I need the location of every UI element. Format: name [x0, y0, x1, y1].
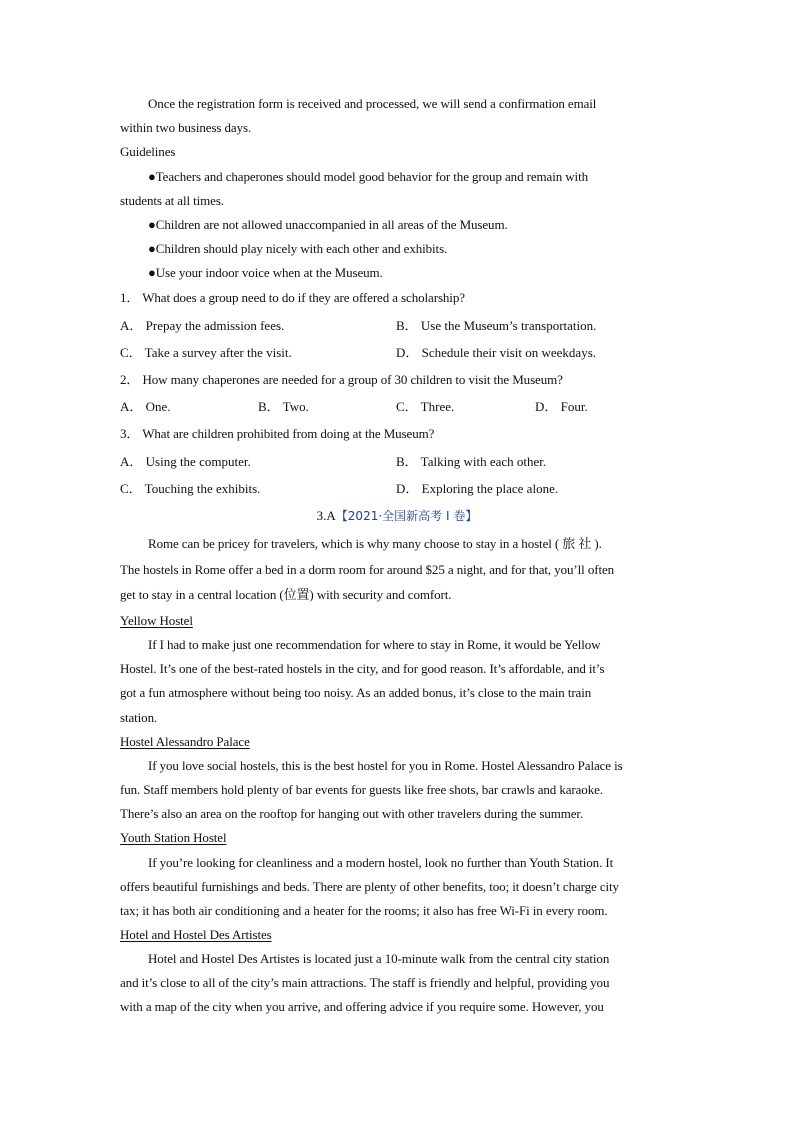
question-1-option-a: A． Prepay the admission fees.: [120, 318, 285, 333]
heading-yellow-hostel: Yellow Hostel: [120, 613, 193, 628]
des-artistes-line-3: with a map of the city when you arrive, and offering advice if you require some. However, you: [120, 999, 604, 1014]
question-3-option-a: A． Using the computer.: [120, 454, 251, 469]
youth-station-line-3: tax; it has both air conditioning and a heater for the rooms; it also has free Wi-Fi in every room.: [120, 903, 608, 918]
question-1-option-c: C． Take a survey after the visit.: [120, 345, 292, 360]
alessandro-line-1: If you love social hostels, this is the best hostel for you in Rome. Hostel Alessandro Palace is: [148, 758, 623, 773]
guideline-2: ●Children are not allowed unaccompanied in all areas of the Museum.: [148, 217, 508, 232]
question-1-option-b: B． Use the Museum’s transportation.: [396, 318, 597, 333]
guideline-1-line-2: students at all times.: [120, 193, 224, 208]
alessandro-line-2: fun. Staff members hold plenty of bar events for guests like free shots, bar crawls and karaoke.: [120, 782, 603, 797]
passage-intro-line-2: The hostels in Rome offer a bed in a dorm room for around $25 a night, and for that, you’ll often: [120, 562, 615, 577]
question-3-option-b: B． Talking with each other.: [396, 454, 547, 469]
heading-hotel-des-artistes: Hotel and Hostel Des Artistes: [120, 927, 272, 942]
des-artistes-line-1: Hotel and Hostel Des Artistes is located just a 10-minute walk from the central city station: [148, 951, 610, 966]
section-source-tag: 【2021·全国新高考 I 卷】: [335, 509, 478, 523]
question-1-stem: 1． What does a group need to do if they are offered a scholarship?: [120, 290, 465, 305]
guideline-4: ●Use your indoor voice when at the Museum.: [148, 265, 383, 280]
heading-hostel-alessandro-palace: Hostel Alessandro Palace: [120, 734, 250, 749]
section-number: 3.A: [316, 508, 336, 523]
guideline-3: ●Children should play nicely with each other and exhibits.: [148, 241, 448, 256]
yellow-hostel-line-3: got a fun atmosphere without being too noisy. As an added bonus, it’s close to the main train: [120, 685, 592, 700]
intro-line-2: within two business days.: [120, 120, 252, 135]
question-3-stem: 3． What are children prohibited from doing at the Museum?: [120, 426, 435, 441]
des-artistes-line-2: and it’s close to all of the city’s main attractions. The staff is friendly and helpful, providing you: [120, 975, 610, 990]
question-2-option-c: C． Three.: [396, 399, 455, 414]
question-2-stem: 2． How many chaperones are needed for a group of 30 children to visit the Museum?: [120, 372, 563, 387]
question-2-option-a: A． One.: [120, 399, 171, 414]
youth-station-line-2: offers beautiful furnishings and beds. There are plenty of other benefits, too; it doesn’t charge city: [120, 879, 619, 894]
question-2-option-b: B． Two.: [258, 399, 309, 414]
guideline-1-line-1: ●Teachers and chaperones should model good behavior for the group and remain with: [148, 169, 588, 184]
passage-intro-line-3: get to stay in a central location (位置) with security and comfort.: [120, 587, 452, 602]
section-title: [0, 508, 794, 524]
yellow-hostel-line-4: station.: [120, 710, 158, 725]
youth-station-line-1: If you’re looking for cleanliness and a modern hostel, look no further than Youth Station. It: [148, 855, 614, 870]
intro-line-1: Once the registration form is received and processed, we will send a confirmation email: [148, 96, 597, 111]
alessandro-line-3: There’s also an area on the rooftop for hanging out with other travelers during the summer.: [120, 806, 584, 821]
heading-youth-station-hostel: Youth Station Hostel: [120, 830, 227, 845]
yellow-hostel-line-1: If I had to make just one recommendation for where to stay in Rome, it would be Yellow: [148, 637, 601, 652]
yellow-hostel-line-2: Hostel. It’s one of the best-rated hostels in the city, and for good reason. It’s affordable, and it’s: [120, 661, 605, 676]
question-1-option-d: D． Schedule their visit on weekdays.: [396, 345, 597, 360]
passage-intro-line-1: Rome can be pricey for travelers, which is why many choose to stay in a hostel ( 旅 社 ).: [148, 536, 602, 551]
guidelines-heading: Guidelines: [120, 144, 176, 159]
question-3-option-d: D． Exploring the place alone.: [396, 481, 559, 496]
question-3-option-c: C． Touching the exhibits.: [120, 481, 261, 496]
question-2-option-d: D． Four.: [535, 399, 588, 414]
